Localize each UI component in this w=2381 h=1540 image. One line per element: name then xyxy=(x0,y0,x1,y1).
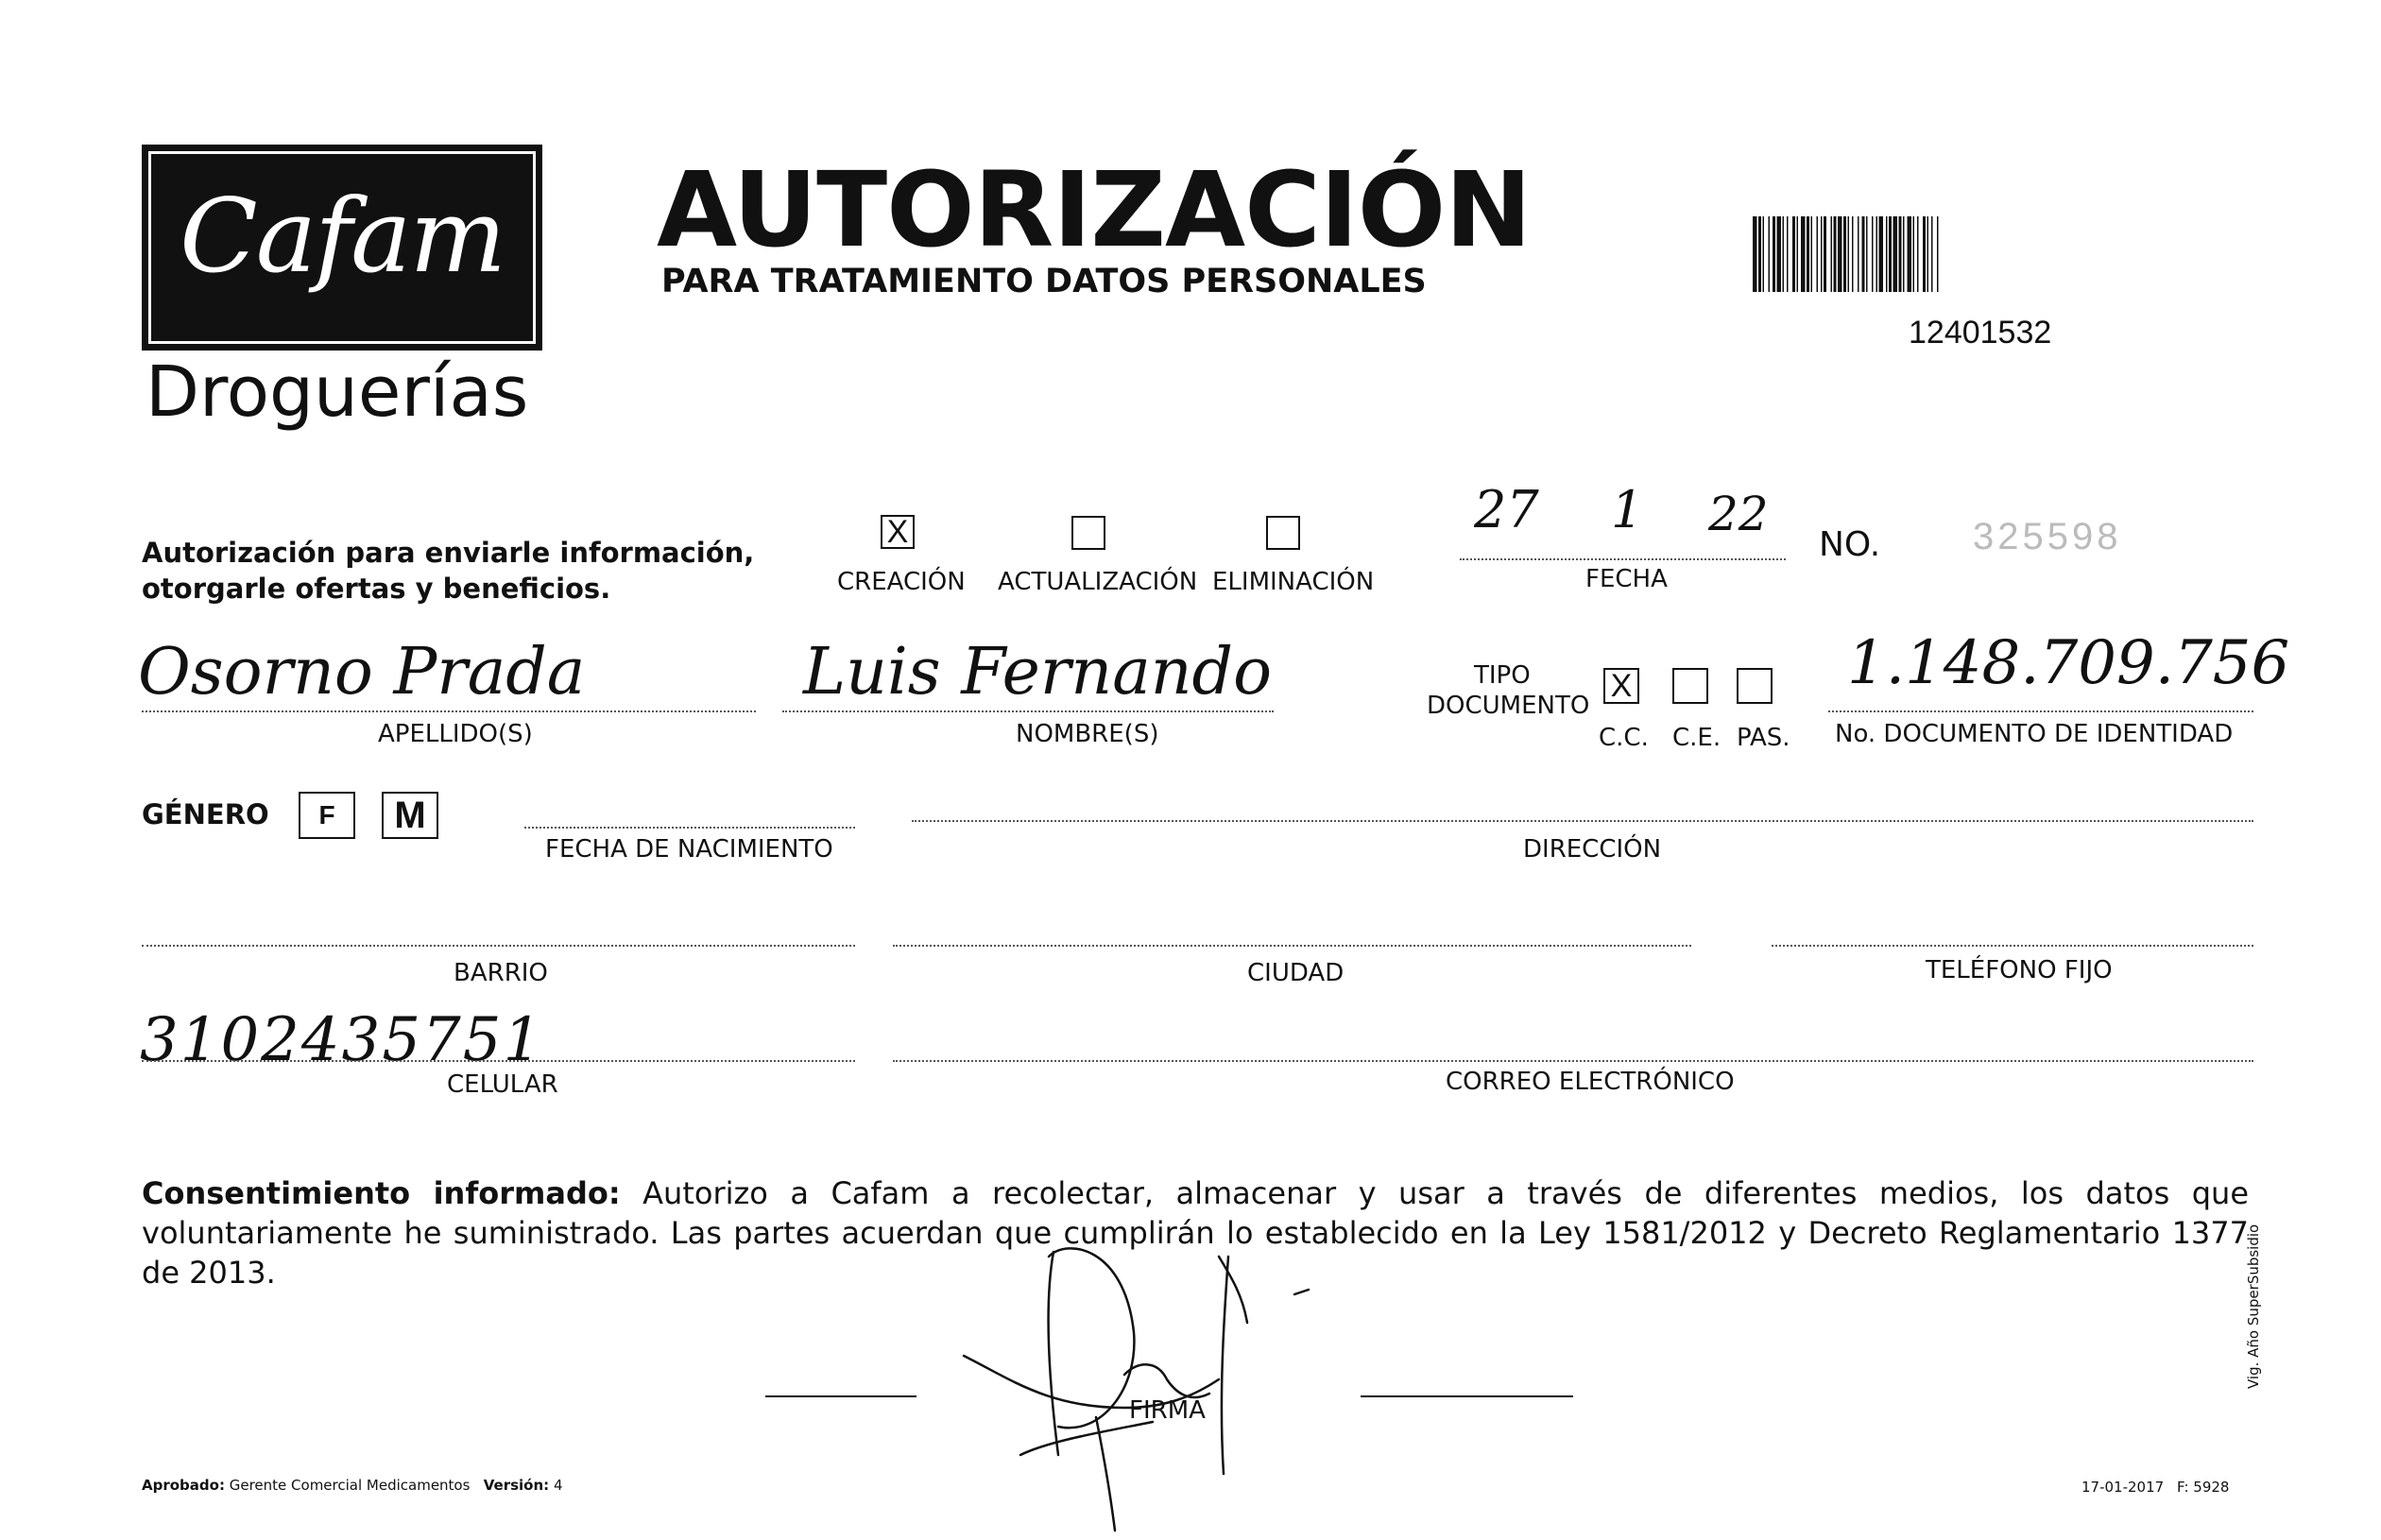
apellidos-value: Osorno Prada xyxy=(138,635,586,710)
barcode-bar xyxy=(1937,216,1939,292)
actualizacion-checkbox[interactable] xyxy=(1071,516,1105,550)
celular-label: CELULAR xyxy=(447,1070,558,1099)
footer-code: F: 5928 xyxy=(2177,1479,2230,1496)
pas-checkbox[interactable] xyxy=(1737,668,1773,704)
nacimiento-label: FECHA DE NACIMIENTO xyxy=(545,835,833,864)
barrio-line xyxy=(142,945,855,947)
apellidos-line xyxy=(142,710,756,712)
barcode-bar xyxy=(1792,216,1795,292)
nombres-value: Luis Fernando xyxy=(803,635,1273,710)
fecha-line xyxy=(1460,558,1786,560)
intro-line-2: otorgarle ofertas y beneficios. xyxy=(142,573,611,605)
barcode-bar xyxy=(1903,216,1905,292)
barcode-bar xyxy=(1807,216,1809,292)
barcode-bar xyxy=(1872,216,1874,292)
intro-line-1: Autorización para enviarle información, xyxy=(142,537,755,569)
barcode-bar xyxy=(1852,216,1854,292)
numero-value: 325598 xyxy=(1973,516,2122,557)
barcode-bar xyxy=(1834,216,1837,292)
barcode-bar xyxy=(1889,216,1892,292)
eliminacion-label: ELIMINACIÓN xyxy=(1212,568,1375,596)
fecha-month: 1 xyxy=(1611,480,1644,539)
barcode-bar xyxy=(1821,216,1823,292)
creacion-checkbox[interactable]: X xyxy=(881,515,915,549)
barcode-bar xyxy=(1769,216,1771,292)
fecha-year: 22 xyxy=(1708,487,1769,541)
nacimiento-line xyxy=(524,827,855,829)
correo-line xyxy=(893,1060,2253,1062)
direccion-label: DIRECCIÓN xyxy=(1523,835,1662,864)
barcode-bar xyxy=(1923,216,1926,292)
firma-line-left xyxy=(765,1395,916,1397)
barcode-bar xyxy=(1824,216,1826,292)
doc-number-label: No. DOCUMENTO DE IDENTIDAD xyxy=(1835,720,2234,748)
consent-heading: Consentimiento informado: xyxy=(142,1175,621,1211)
barcode-bar xyxy=(1913,216,1915,292)
barcode-bar xyxy=(1783,216,1785,292)
version-label: Versión: xyxy=(483,1477,550,1494)
firma-label: FIRMA xyxy=(1129,1396,1206,1425)
barcode-bar xyxy=(1848,216,1850,292)
barcode-bar xyxy=(1787,216,1789,292)
ciudad-line xyxy=(893,945,1691,947)
barcode-bar xyxy=(1758,216,1761,292)
page-title: AUTORIZACIÓN xyxy=(657,149,1532,270)
telefono-line xyxy=(1772,945,2253,947)
apellidos-label: APELLIDO(S) xyxy=(378,720,533,748)
numero-label: NO. xyxy=(1819,525,1881,564)
direccion-line xyxy=(912,820,2253,822)
telefono-label: TELÉFONO FIJO xyxy=(1926,956,2113,984)
barcode-bar xyxy=(1777,216,1782,292)
logo-text: Cafam xyxy=(180,178,505,296)
barcode-bar xyxy=(1811,216,1813,292)
footer-date: 17-01-2017 xyxy=(2081,1479,2165,1496)
barcode-bar xyxy=(1817,216,1819,292)
fecha-day: 27 xyxy=(1474,480,1539,539)
actualizacion-label: ACTUALIZACIÓN xyxy=(998,568,1198,596)
celular-line xyxy=(142,1060,855,1062)
tipo-doc-label-1: TIPO xyxy=(1474,661,1531,690)
barcode-bar xyxy=(1858,216,1859,292)
barcode-bar xyxy=(1917,216,1919,292)
firma-line-right xyxy=(1361,1395,1573,1397)
barcode-bar xyxy=(1899,216,1902,292)
cc-label: C.C. xyxy=(1599,724,1649,752)
handwritten-signature xyxy=(935,1219,1332,1540)
doc-number-line xyxy=(1828,710,2253,712)
barcode-bar xyxy=(1797,216,1799,292)
creacion-label: CREACIÓN xyxy=(837,568,966,596)
barcode xyxy=(1753,216,2133,292)
barcode-bar xyxy=(1801,216,1806,292)
tipo-doc-label-2: DOCUMENTO xyxy=(1427,692,1590,720)
barcode-bar xyxy=(1763,216,1765,292)
aprobado-label: Aprobado: xyxy=(142,1477,225,1494)
logo-subtitle: Droguerías xyxy=(146,351,529,433)
barcode-bar xyxy=(1893,216,1898,292)
nombres-label: NOMBRE(S) xyxy=(1016,720,1159,748)
nombres-line xyxy=(782,710,1274,712)
barcode-bar xyxy=(1773,216,1775,292)
version-value: 4 xyxy=(553,1477,563,1494)
aprobado-value: Gerente Comercial Medicamentos xyxy=(229,1477,471,1494)
barcode-bar xyxy=(1927,216,1929,292)
barcode-bar xyxy=(1866,216,1868,292)
barcode-bar xyxy=(1879,216,1884,292)
barcode-bar xyxy=(1886,216,1888,292)
barcode-bar xyxy=(1843,216,1846,292)
barcode-bar xyxy=(1876,216,1878,292)
barcode-bar xyxy=(1838,216,1842,292)
ce-checkbox[interactable] xyxy=(1672,668,1708,704)
barcode-bar xyxy=(1908,216,1912,292)
genero-f-checkbox[interactable]: F xyxy=(299,792,355,839)
cc-checkbox[interactable]: X xyxy=(1603,668,1639,704)
barcode-bar xyxy=(1753,216,1757,292)
fecha-label: FECHA xyxy=(1585,565,1668,593)
barcode-bar xyxy=(1862,216,1865,292)
barcode-bar xyxy=(1831,216,1833,292)
page-subtitle: PARA TRATAMIENTO DATOS PERSONALES xyxy=(661,263,1427,300)
genero-m-checkbox[interactable]: M xyxy=(382,792,438,839)
barcode-number: 12401532 xyxy=(1909,315,2052,351)
ciudad-label: CIUDAD xyxy=(1247,959,1345,987)
genero-label: GÉNERO xyxy=(142,798,269,830)
doc-number-value: 1.148.709.756 xyxy=(1847,628,2290,698)
barrio-label: BARRIO xyxy=(454,959,548,987)
eliminacion-checkbox[interactable] xyxy=(1266,516,1300,550)
barcode-bar xyxy=(1931,216,1933,292)
ce-label: C.E. xyxy=(1672,724,1722,752)
correo-label: CORREO ELECTRÓNICO xyxy=(1446,1068,1735,1096)
celular-value: 3102435751 xyxy=(140,1005,544,1075)
consent-text: Autorizo a Cafam a recolectar, almacenar y usar a través de diferentes medios, los datos que voluntariamente he suministrado. Las partes acuerdan que cumplirán lo establecido en la Ley 1581/2012 y Decreto Reglamentario 1377 de 2013. xyxy=(142,1175,2250,1291)
side-vertical-text: Vig. Año SuperSubsidio xyxy=(2245,1223,2262,1389)
pas-label: PAS. xyxy=(1737,724,1790,752)
